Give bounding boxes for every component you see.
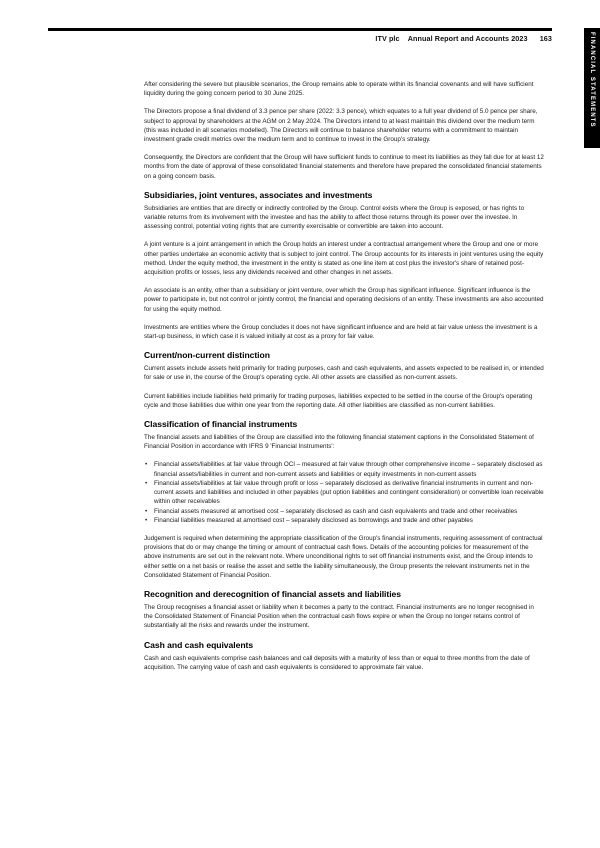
page-content (144, 80, 544, 681)
page-header (48, 28, 552, 46)
section-tab-label: FINANCIAL STATEMENTS (589, 32, 595, 128)
paragraph: A joint venture is a joint arrangement in which the Group holds an interest under a contractual arrangement where the Group and one or more other parties undertake an economic activity that is subject to joint control. The Group accounts for its interests in joint ventures using the equity method. Under the equity method, the investment in the entity is stated as one line item at cost plus the investor's share of retained post-acquisition profits or losses, less any dividends received and other changes in net assets. (144, 241, 544, 277)
section-heading-subsidiaries: Subsidiaries, joint ventures, associates and investments (144, 189, 373, 200)
paragraph: Cash and cash equivalents comprise cash balances and call deposits with a maturity of less than or equal to three months from the date of acquisition. The carrying value of cash and cash equivalents is considered to approximate fair value. (144, 654, 530, 671)
paragraph: After considering the severe but plausible scenarios, the Group remains able to operate within its financial covenants and will have sufficient liquidity during the going concern period to 30 June 2025. (144, 81, 534, 98)
paragraph: Investments are entities where the Group concludes it does not have significant influence and are held at fair value unless the investment is a start-up business, in which case it is valued initially at cost as a proxy for fair value. (144, 323, 538, 341)
paragraph: Current liabilities include liabilities held primarily for trading purposes, liabilities expected to be settled in the course of the Group's operating cycle and those liabilities due within one year from the reporting date. All other liabilities are classified as non-current liabilities. (144, 392, 533, 409)
paragraph: The Directors propose a final dividend of 3.3 pence per share (2022: 3.3 pence), which equates to a full year dividend of 5.0 pence per share, subject to approval by shareholders at the AGM on 2 May 2024. The Directors intend to at least maintain this dividend over the medium term (this was included in all scenarios modelled). The Directors will continue to balance shareholder returns with a commitment to maintain investment grade credit metrics over the medium term and to continue to invest in the Group's strategy. (144, 108, 538, 144)
list-item: • Financial assets/liabilities at fair value through OCI – measured at fair value through other comprehensive income – separately disclosed as financial assets/liabilities in current and non-current assets and liabilities or equity investments in non-current assets (144, 460, 544, 478)
paragraph: Judgement is required when determining the appropriate classification of the Group's financial instruments, requiring assessment of contractual provisions that do or may change the timing or amount of contractual cash flows. Details of the accounting policies for measurement of the above instruments are set out in the relevant note. Where unconditional rights to set off financial instruments exist, and the Group intends to either settle on a net basis or realise the asset and settle the liability simultaneously, the Group presents the relevant instruments net in the Consolidated Statement of Financial Position. (144, 534, 543, 579)
financial-instruments-list (144, 460, 544, 524)
paragraph: An associate is an entity, other than a subsidiary or joint venture, over which the Group has significant influence. Significant influence is the power to participate in, but not control or jointly control, the financial and operating decisions of an entity. These investments are also accounted for using the equity method. (144, 287, 544, 313)
section-tab-financial-statements (584, 28, 600, 148)
paragraph: Consequently, the Directors are confident that the Group will have sufficient funds to continue to meet its liabilities as they fall due for at least 12 months from the date of approval of these consolidated financial statements and therefore have prepared the consolidated financial statements on a going concern basis. (144, 154, 544, 180)
page-number: 163 (539, 34, 552, 43)
section-heading-cash: Cash and cash equivalents (144, 639, 254, 650)
header-rule (48, 28, 552, 31)
section-heading-classification: Classification of financial instruments (144, 419, 298, 430)
paragraph: Subsidiaries are entities that are directly or indirectly controlled by the Group. Control exists where the Group is exposed, or has rights to variable returns from its involvement with the investee and has the ability to affect those returns through its power over the investee. In assessing control, potential voting rights that are currently exercisable or convertible are taken into account. (144, 204, 525, 231)
paragraph: Current assets include assets held primarily for trading purposes, cash and cash equivalents, and assets expected to be realised in, or intended for sale or use in, the course of the Group's operating cycle. All other assets are classified as non-current assets. (144, 365, 544, 382)
header-text (375, 34, 552, 43)
header-brand: ITV plc (375, 34, 400, 43)
paragraph: The financial assets and liabilities of the Group are classified into the following financial statement captions in the Consolidated Statement of Financial Position in accordance with IFRS 9 'Financial Instruments': (144, 434, 534, 451)
paragraph: The Group recognises a financial asset or liability when it becomes a party to the contract. Financial instruments are no longer recognised in the Consolidated Statement of Financial Position when the contractual cash flows expire or when the Group no longer retains control of substantially all the risks and rewards under the instrument. (144, 603, 534, 630)
header-title: Annual Report and Accounts 2023 (407, 34, 528, 43)
list-item: • Financial assets measured at amortised cost – separately disclosed as cash and cash equivalents and trade and other receivables (144, 507, 544, 516)
section-heading-recognition: Recognition and derecognition of financial assets and liabilities (144, 588, 401, 599)
section-heading-current-non-current: Current/non-current distinction (144, 350, 270, 361)
list-item: • Financial assets/liabilities at fair value through profit or loss – separately disclosed as derivative financial instruments in current and non-current assets and liabilities and included in other payables (put option liabilities and contingent consideration) or convertible loan receivable within other receivables (144, 479, 544, 507)
list-item: • Financial liabilities measured at amortised cost – separately disclosed as borrowings and trade and other payables (144, 516, 544, 525)
